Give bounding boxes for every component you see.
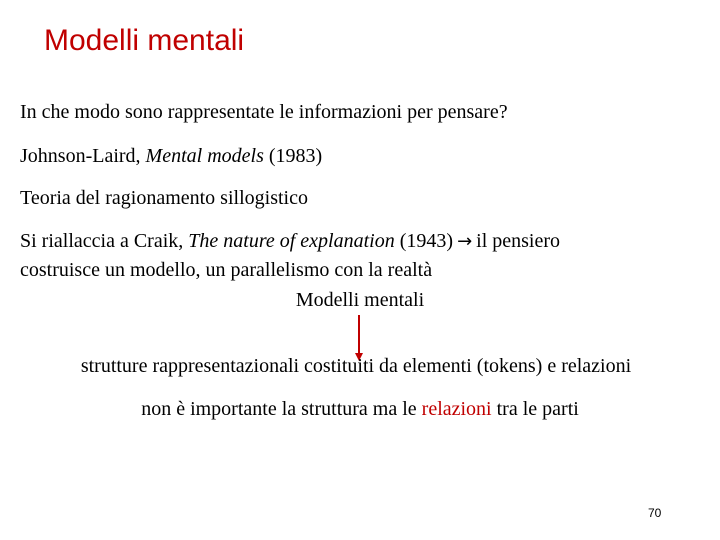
author-line [20, 144, 322, 168]
craik-prefix: Si riallaccia a Craik, [20, 230, 189, 252]
mental-models-label: Modelli mentali [295, 289, 425, 311]
structures-line: strutture rappresentazionali costituiti da elementi (tokens) e relazioni [80, 355, 632, 377]
craik-suffix: il pensiero [476, 230, 561, 252]
craik-book-title: The nature of explanation [188, 230, 395, 252]
craik-line [20, 229, 560, 254]
relations-line [0, 397, 720, 421]
theory-line: Teoria del ragionamento sillogistico [20, 187, 308, 209]
relations-prefix: non è importante la struttura ma le [141, 398, 422, 420]
right-arrow-icon: → [457, 231, 473, 252]
craik-year: (1943) [394, 230, 454, 252]
slide-title: Modelli mentali [44, 24, 245, 57]
page-number: 70 [648, 506, 662, 520]
craik-line-continued: costruisce un modello, un parallelismo con la realtà [20, 259, 433, 281]
author-year: (1983) [263, 145, 323, 167]
author-prefix: Johnson-Laird, [20, 145, 146, 167]
relations-suffix: tra le parti [491, 398, 579, 420]
author-book-title: Mental models [145, 145, 264, 167]
relations-highlight: relazioni [421, 398, 492, 420]
question-line: In che modo sono rappresentate le informazioni per pensare? [20, 101, 508, 123]
